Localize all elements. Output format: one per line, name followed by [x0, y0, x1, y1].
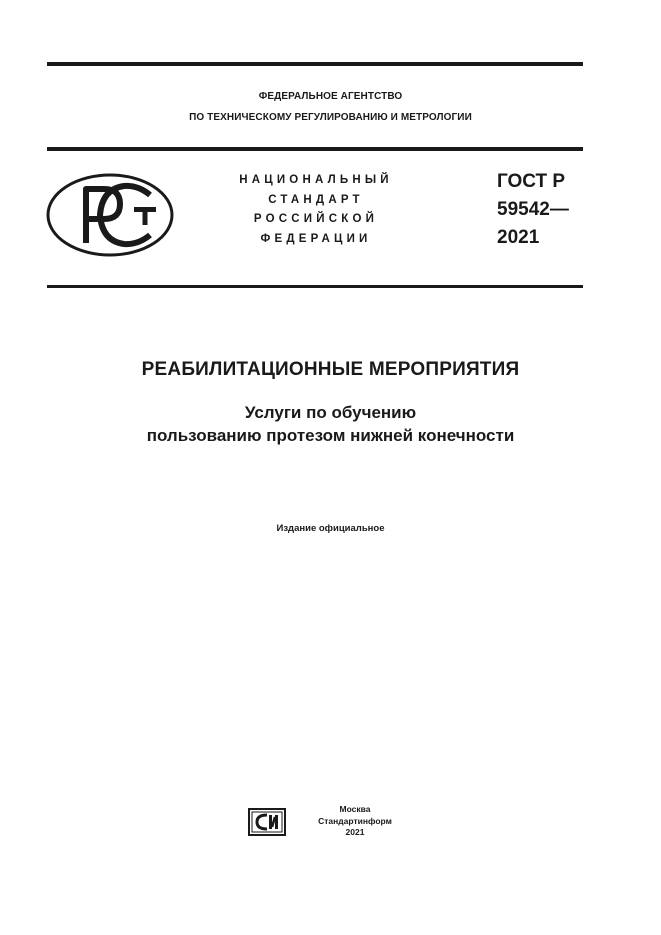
standard-type-line: НАЦИОНАЛЬНЫЙ — [239, 174, 393, 186]
document-title: РЕАБИЛИТАЦИОННЫЕ МЕРОПРИЯТИЯ — [141, 359, 520, 380]
header-bottom-rule — [47, 147, 583, 151]
edition-note: Издание официальное — [276, 523, 385, 534]
standard-number — [497, 168, 587, 252]
document-subtitle — [0, 401, 661, 447]
subtitle-line-1: Услуги по обучению — [244, 403, 417, 422]
gost-r-logo-icon — [46, 173, 174, 262]
agency-line-1: ФЕДЕРАЛЬНОЕ АГЕНТСТВО — [258, 91, 403, 102]
standard-bottom-rule — [47, 285, 583, 288]
top-rule — [47, 62, 583, 66]
publisher-name: Стандартинформ — [318, 815, 392, 826]
standard-number-line: ГОСТ Р — [497, 171, 566, 192]
publisher-info — [300, 804, 410, 839]
standard-type — [200, 171, 432, 249]
standartinform-logo-icon — [248, 808, 286, 841]
standard-number-line: 2021 — [497, 227, 540, 248]
standard-type-line: РОССИЙСКОЙ — [253, 213, 379, 225]
standard-type-line: СТАНДАРТ — [268, 193, 364, 206]
standard-number-line: 59542— — [497, 199, 569, 220]
publisher-year: 2021 — [345, 827, 365, 837]
publisher-city: Москва — [339, 804, 371, 814]
standard-type-line: ФЕДЕРАЦИИ — [260, 232, 372, 245]
agency-line-2: ПО ТЕХНИЧЕСКОМУ РЕГУЛИРОВАНИЮ И МЕТРОЛОГИИ — [189, 112, 472, 123]
subtitle-line-2: пользованию протезом нижней конечности — [146, 426, 515, 445]
